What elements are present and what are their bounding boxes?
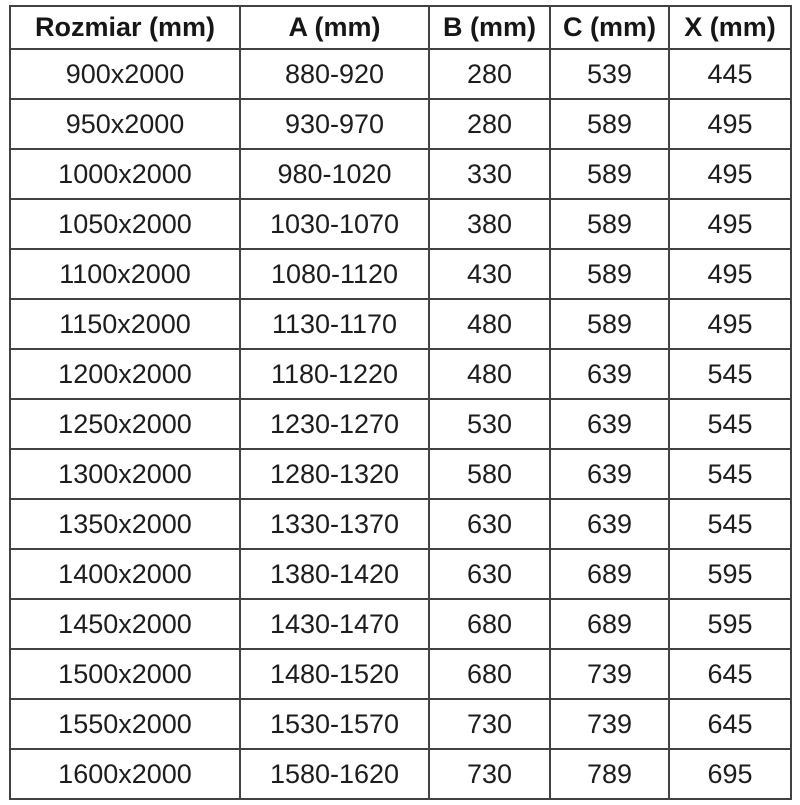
table-cell: 545 (669, 499, 791, 549)
column-header-rozmiar: Rozmiar (mm) (10, 6, 240, 49)
table-cell: 1000x2000 (10, 149, 240, 199)
table-cell: 589 (550, 249, 669, 299)
table-cell: 1350x2000 (10, 499, 240, 549)
table-cell: 1280-1320 (240, 449, 429, 499)
table-cell: 1050x2000 (10, 199, 240, 249)
table-cell: 639 (550, 399, 669, 449)
table-cell: 1380-1420 (240, 549, 429, 599)
table-cell: 1300x2000 (10, 449, 240, 499)
table-cell: 330 (429, 149, 550, 199)
table-cell: 545 (669, 449, 791, 499)
table-cell: 495 (669, 199, 791, 249)
table-cell: 639 (550, 449, 669, 499)
column-header-b: B (mm) (429, 6, 550, 49)
table-cell: 495 (669, 299, 791, 349)
table-cell: 539 (550, 49, 669, 99)
table-cell: 480 (429, 299, 550, 349)
table-cell: 900x2000 (10, 49, 240, 99)
table-row (10, 299, 791, 349)
table-cell: 1150x2000 (10, 299, 240, 349)
table-row (10, 649, 791, 699)
table-row (10, 149, 791, 199)
table-cell: 1130-1170 (240, 299, 429, 349)
table-cell: 730 (429, 749, 550, 799)
table-cell: 950x2000 (10, 99, 240, 149)
table-cell: 595 (669, 599, 791, 649)
table-cell: 930-970 (240, 99, 429, 149)
table-cell: 445 (669, 49, 791, 99)
table-cell: 630 (429, 499, 550, 549)
table-cell: 730 (429, 699, 550, 749)
column-header-a: A (mm) (240, 6, 429, 49)
table-row (10, 399, 791, 449)
table-cell: 380 (429, 199, 550, 249)
table-row (10, 49, 791, 99)
table-header (10, 6, 791, 49)
table-cell: 739 (550, 699, 669, 749)
table-row (10, 99, 791, 149)
table-cell: 595 (669, 549, 791, 599)
table-row (10, 599, 791, 649)
table-cell: 1030-1070 (240, 199, 429, 249)
table-cell: 545 (669, 399, 791, 449)
table-cell: 1180-1220 (240, 349, 429, 399)
table-cell: 495 (669, 149, 791, 199)
table-cell: 1480-1520 (240, 649, 429, 699)
table-cell: 280 (429, 49, 550, 99)
table-cell: 589 (550, 299, 669, 349)
table-cell: 430 (429, 249, 550, 299)
table-cell: 980-1020 (240, 149, 429, 199)
table-cell: 680 (429, 649, 550, 699)
table-row (10, 699, 791, 749)
table-cell: 1400x2000 (10, 549, 240, 599)
table-cell: 495 (669, 249, 791, 299)
table-cell: 1500x2000 (10, 649, 240, 699)
table-cell: 695 (669, 749, 791, 799)
table-cell: 789 (550, 749, 669, 799)
table-cell: 639 (550, 499, 669, 549)
table-cell: 645 (669, 649, 791, 699)
table-cell: 495 (669, 99, 791, 149)
column-header-x: X (mm) (669, 6, 791, 49)
table-cell: 1550x2000 (10, 699, 240, 749)
table-cell: 530 (429, 399, 550, 449)
table-cell: 1080-1120 (240, 249, 429, 299)
table-cell: 689 (550, 549, 669, 599)
table-cell: 645 (669, 699, 791, 749)
table-cell: 1200x2000 (10, 349, 240, 399)
table-cell: 680 (429, 599, 550, 649)
table-cell: 630 (429, 549, 550, 599)
table-row (10, 449, 791, 499)
table-cell: 1230-1270 (240, 399, 429, 449)
table-cell: 589 (550, 199, 669, 249)
table-cell: 580 (429, 449, 550, 499)
table-row (10, 499, 791, 549)
table-row (10, 749, 791, 799)
table-cell: 589 (550, 99, 669, 149)
table-body (10, 49, 791, 799)
table-cell: 480 (429, 349, 550, 399)
column-header-c: C (mm) (550, 6, 669, 49)
table-cell: 1580-1620 (240, 749, 429, 799)
table-cell: 689 (550, 599, 669, 649)
table-cell: 639 (550, 349, 669, 399)
table-cell: 589 (550, 149, 669, 199)
table-cell: 1250x2000 (10, 399, 240, 449)
table-cell: 545 (669, 349, 791, 399)
size-specification-table (9, 5, 792, 800)
table-cell: 880-920 (240, 49, 429, 99)
header-row (10, 6, 791, 49)
table-cell: 1530-1570 (240, 699, 429, 749)
table-cell: 1100x2000 (10, 249, 240, 299)
table-cell: 1600x2000 (10, 749, 240, 799)
table-cell: 1330-1370 (240, 499, 429, 549)
table-cell: 280 (429, 99, 550, 149)
table-cell: 739 (550, 649, 669, 699)
table-row (10, 549, 791, 599)
table-row (10, 199, 791, 249)
table-cell: 1430-1470 (240, 599, 429, 649)
table-row (10, 349, 791, 399)
table-cell: 1450x2000 (10, 599, 240, 649)
table-row (10, 249, 791, 299)
